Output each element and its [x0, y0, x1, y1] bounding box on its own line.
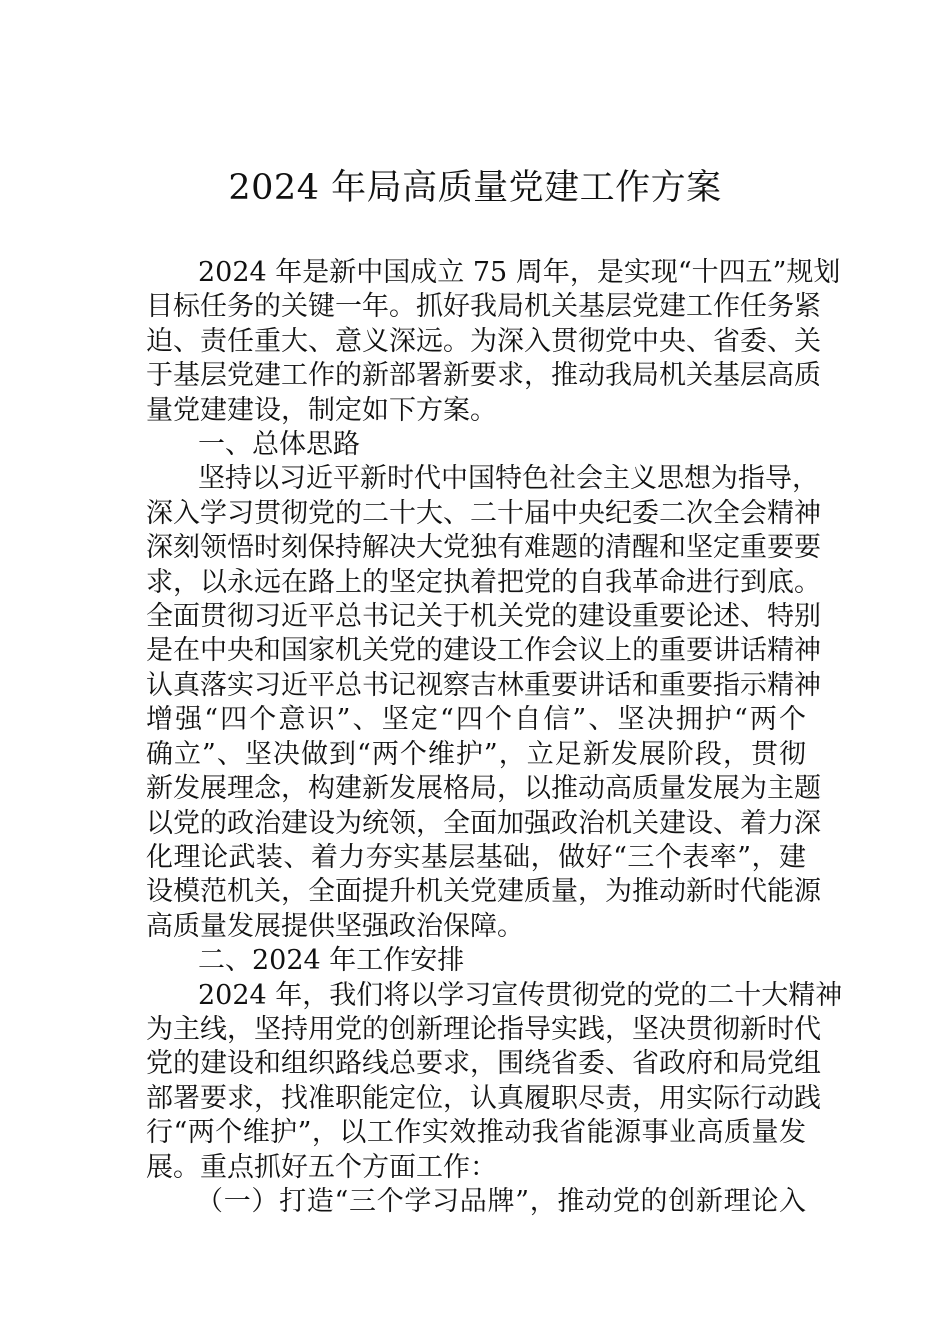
paragraph-line: 迫、责任重大、意义深远。为深入贯彻党中央、省委、关 [146, 325, 821, 357]
paragraph-line: 求，以永远在路上的坚定执着把党的自我革命进行到底。 [146, 566, 821, 598]
paragraph-line: 2024 年，我们将以学习宣传贯彻党的党的二十大精神 [198, 979, 843, 1011]
paragraph-line: 坚持以习近平新时代中国特色社会主义思想为指导， [198, 463, 819, 495]
paragraph-line: 高质量发展提供坚强政治保障。 [146, 910, 524, 942]
paragraph-line: 党的建设和组织路线总要求，围绕省委、省政府和局党组 [146, 1048, 821, 1080]
subsection-heading: （一）打造“三个学习品牌”，推动党的创新理论入 [196, 1185, 806, 1217]
paragraph-line: 目标任务的关键一年。抓好我局机关基层党建工作任务紧 [146, 291, 821, 323]
paragraph-line: 化理论武装、着力夯实基层基础，做好“三个表率”，建 [146, 841, 806, 873]
paragraph-line: 于基层党建工作的新部署新要求，推动我局机关基层高质 [146, 360, 821, 392]
paragraph-line: 行“两个维护”，以工作实效推动我省能源事业高质量发 [146, 1117, 806, 1149]
paragraph-line: 新发展理念，构建新发展格局，以推动高质量发展为主题 [146, 773, 821, 805]
paragraph-line: 设模范机关，全面提升机关党建质量，为推动新时代能源 [146, 876, 821, 908]
paragraph-line: 部署要求，找准职能定位，认真履职尽责，用实际行动践 [146, 1082, 821, 1114]
paragraph-line: 量党建建设，制定如下方案。 [146, 394, 497, 426]
paragraph-line: 深刻领悟时刻保持解决大党独有难题的清醒和坚定重要要 [146, 532, 821, 564]
paragraph-line: 深入学习贯彻党的二十大、二十届中央纪委二次全会精神 [146, 497, 821, 529]
paragraph-line: 是在中央和国家机关党的建设工作会议上的重要讲话精神 [146, 635, 821, 667]
section-heading: 二、2024 年工作安排 [198, 945, 465, 977]
paragraph-line: 全面贯彻习近平总书记关于机关党的建设重要论述、特别 [146, 601, 821, 633]
document-title: 2024 年局高质量党建工作方案 [228, 168, 722, 208]
paragraph-line: 认真落实习近平总书记视察吉林重要讲话和重要指示精神 [146, 669, 821, 701]
section-heading: 一、总体思路 [198, 429, 360, 461]
paragraph-line: 增强“四个意识”、坚定“四个自信”、坚决拥护“两个 [146, 704, 806, 736]
paragraph-line: 以党的政治建设为统领，全面加强政治机关建设、着力深 [146, 807, 821, 839]
paragraph-line: 为主线，坚持用党的创新理论指导实践，坚决贯彻新时代 [146, 1013, 821, 1045]
document-body [146, 256, 843, 1219]
paragraph-line: 2024 年是新中国成立 75 周年，是实现“十四五”规划 [198, 257, 841, 288]
paragraph-line: 展。重点抓好五个方面工作： [146, 1151, 497, 1183]
paragraph-line: 确立”、坚决做到“两个维护”，立足新发展阶段，贯彻 [146, 738, 806, 770]
